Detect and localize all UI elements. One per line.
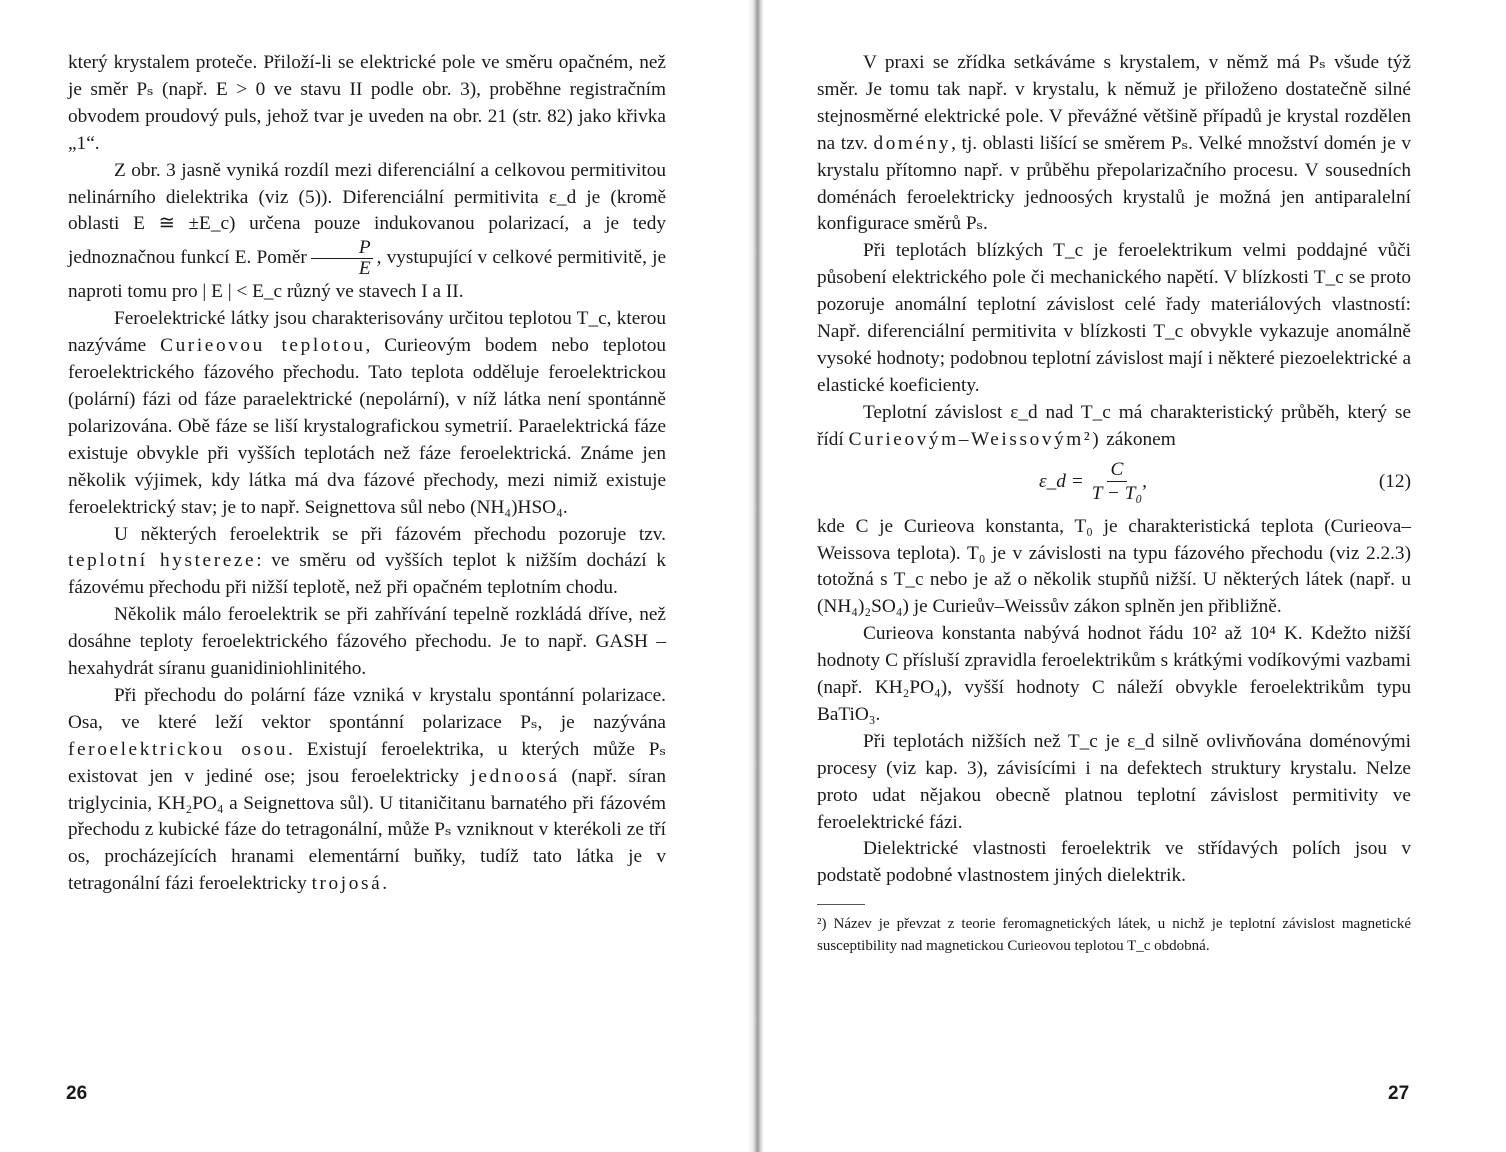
text-run: zákonem	[1101, 428, 1176, 450]
book-gutter	[748, 0, 764, 1152]
paragraph	[68, 306, 666, 521]
equation-body	[1039, 459, 1147, 506]
spaced-term: feroelektrickou osou	[68, 738, 289, 760]
footnote: ²) Název je převzat z teorie feromagnetických látek, u nichž je teplotní závislost magnetické susceptibility nad magnetickou Curieovou teplotou T_c obdobná.	[817, 916, 1411, 955]
equation-comma: ,	[1142, 471, 1147, 493]
text-run: , Curieovým bodem nebo teplotou feroelektrického fázového přechodu. Tato teplota odděluje feroelektrickou (polární) fázi od fáze paraelektrické (nepolární), v níž látka není spontánně polarizována. Obě fáze se liší krystalografickou symetrií. Paraelektrická fáze existuje obvykle při vyšších teplotách než fáze feroelektrická. Známe jen několik výjimek, kdy látka má dva fázové přechody, mezi nimiž existuje feroelektrický stav; je to např. Seignettova sůl nebo (NH₄)HSO₄.	[68, 335, 666, 518]
text-run: V praxi se zřídka setkáváme s krystalem, v němž má Pₛ všude týž směr. Je tomu tak např. v krystalu, k němuž je přiloženo dostatečně silné stejnosměrné elektrické pole. V převážné většině případů je krystal rozdělen na tzv.	[817, 52, 1411, 154]
paragraph	[817, 50, 1411, 238]
paragraph: Při teplotách blízkých T_c je feroelektrikum velmi poddajné vůči působení elektrického pole či mechanického napětí. V blízkosti T_c se proto pozoruje anomální teplotní závislost celé řady materiálových vlastností: Např. diferenciální permitivita v blízkosti T_c obvykle vykazuje anomálně vysoké hodnoty; podobnou teplotní závislost mají i některé piezoelektrické a elastické koeficienty.	[817, 240, 1411, 396]
equation-lhs: ε_d =	[1039, 471, 1084, 493]
fraction-numerator: P	[311, 238, 373, 259]
text-run: Z obr. 3 jasně vyniká rozdíl mezi diferenciální a celkovou permitivitou nelinárního dielektrika (viz (5)). Diferenciální permitivita ε_d je (kromě oblasti E ≅ ±E_c) určena pouze indukovanou polarizací, a je tedy jednoznačnou funkcí E. Poměr	[68, 159, 666, 269]
paragraph: Dielektrické vlastnosti feroelektrik ve střídavých polích jsou v podstatě podobné vlastnostem jiných dielektrik.	[817, 838, 1411, 887]
spaced-term: domény	[873, 132, 952, 154]
spaced-term: trojosá	[311, 873, 383, 895]
left-page	[68, 50, 666, 898]
page-number-right: 27	[1388, 1083, 1410, 1104]
text-run: : ve směru od vyšších teplot k nižším dochází k fázovému přechodu při nižší teplotě, než při opačném teplotním chodu.	[68, 550, 666, 599]
spaced-term: teplotní hystereze	[68, 550, 257, 572]
paragraph: kde C je Curieova konstanta, T₀ je charakteristická teplota (Curieova–Weissova teplota). T₀ je v závislosti na typu fázového přechodu (viz 2.2.3) totožná s T_c nebo je až o několik stupňů nižší. U některých látek (např. u (NH₄)₂SO₄) je Curieův–Weissův zákon splněn jen přibližně.	[817, 515, 1411, 618]
paragraph	[68, 683, 666, 898]
right-page	[817, 50, 1411, 957]
spaced-term: Curieovým–Weissovým²)	[848, 428, 1102, 450]
text-run: . Existují feroelektrika, u kterých může Pₛ existovat jen v jediné ose; jsou feroelektricky	[68, 738, 666, 787]
page-number-left: 26	[66, 1083, 88, 1104]
text-run: (např. síran triglycinia, KH₂PO₄ a Seignettova sůl). U titaničitanu barnatého při fázovém přechodu z kubické fáze do tetragonální, může Pₛ vzniknout v kterékoli ze tří os, procházejících hranami elementární buňky, tudíž tato látka je v tetragonální fázi feroelektricky	[68, 765, 666, 895]
equation-label: (12)	[1378, 471, 1411, 493]
text-run: U některých feroelektrik se při fázovém přechodu pozoruje tzv.	[114, 523, 666, 545]
fraction-denominator: E	[358, 258, 371, 280]
paragraph	[68, 522, 666, 603]
text-run: .	[382, 873, 388, 895]
paragraph	[68, 158, 666, 307]
equation-fraction	[1092, 459, 1142, 506]
text-run: Při přechodu do polární fáze vzniká v krystalu spontánní polarizace. Osa, ve které leží vektor spontánní polarizace Pₛ, je nazývána	[68, 684, 666, 733]
equation-12	[817, 458, 1411, 508]
footnote-rule	[817, 904, 865, 905]
paragraph: který krystalem proteče. Přiloží-li se elektrické pole ve směru opačném, než je směr Pₛ (např. E > 0 ve stavu II podle obr. 3), proběhne registračním obvodem proudový puls, jehož tvar je uveden na obr. 21 (str. 82) jako křivka „1“.	[68, 52, 666, 154]
paragraph: Curieova konstanta nabývá hodnot řádu 10² až 10⁴ K. Kdežto nižší hodnoty C přísluší zpravidla feroelektrikům s krátkými vodíkovými vazbami (např. KH₂PO₄), vyšší hodnoty C náleží obvykle feroelektrikům typu BaTiO₃.	[817, 623, 1411, 725]
paragraph: Při teplotách nižších než T_c je ε_d silně ovlivňována doménovými procesy (viz kap. 3), závisícími i na defektech struktury krystalu. Nelze proto udat nějakou obecně platnou teplotní závislost permitivity ve feroelektrické fázi.	[817, 730, 1411, 833]
text-run: , tj. oblasti lišící se směrem Pₛ. Velké množství domén je v krystalu přítomno např. v průběhu přepolarizačního procesu. V sousedních doménách feroelektricky jednoosých krystalů je možná jen antiparalelní konfigurace směrů Pₛ.	[817, 132, 1411, 235]
text-run: Teplotní závislost ε_d nad T_c má charakteristický průběh, který se řídí	[817, 401, 1411, 450]
text-run: , vystupující v celkové permitivitě, je naproti tomu pro | E | < E_c různý ve stavech I a II.	[68, 247, 667, 303]
spaced-term: Curieovou teplotou	[160, 335, 366, 357]
spaced-term: jednoosá	[470, 765, 560, 787]
text-run: Feroelektrické látky jsou charakterisovány určitou teplotou T_c, kterou nazýváme	[68, 308, 666, 357]
fraction-denominator: T − T₀	[1091, 483, 1143, 505]
inline-fraction	[311, 238, 373, 279]
paragraph	[817, 400, 1411, 454]
fraction-numerator: C	[1107, 459, 1128, 482]
paragraph: Několik málo feroelektrik se při zahřívání tepelně rozkládá dříve, než dosáhne teploty feroelektrického fázového přechodu. Je to např. GASH – hexahydrát síranu guanidiniohlinitého.	[68, 604, 666, 680]
